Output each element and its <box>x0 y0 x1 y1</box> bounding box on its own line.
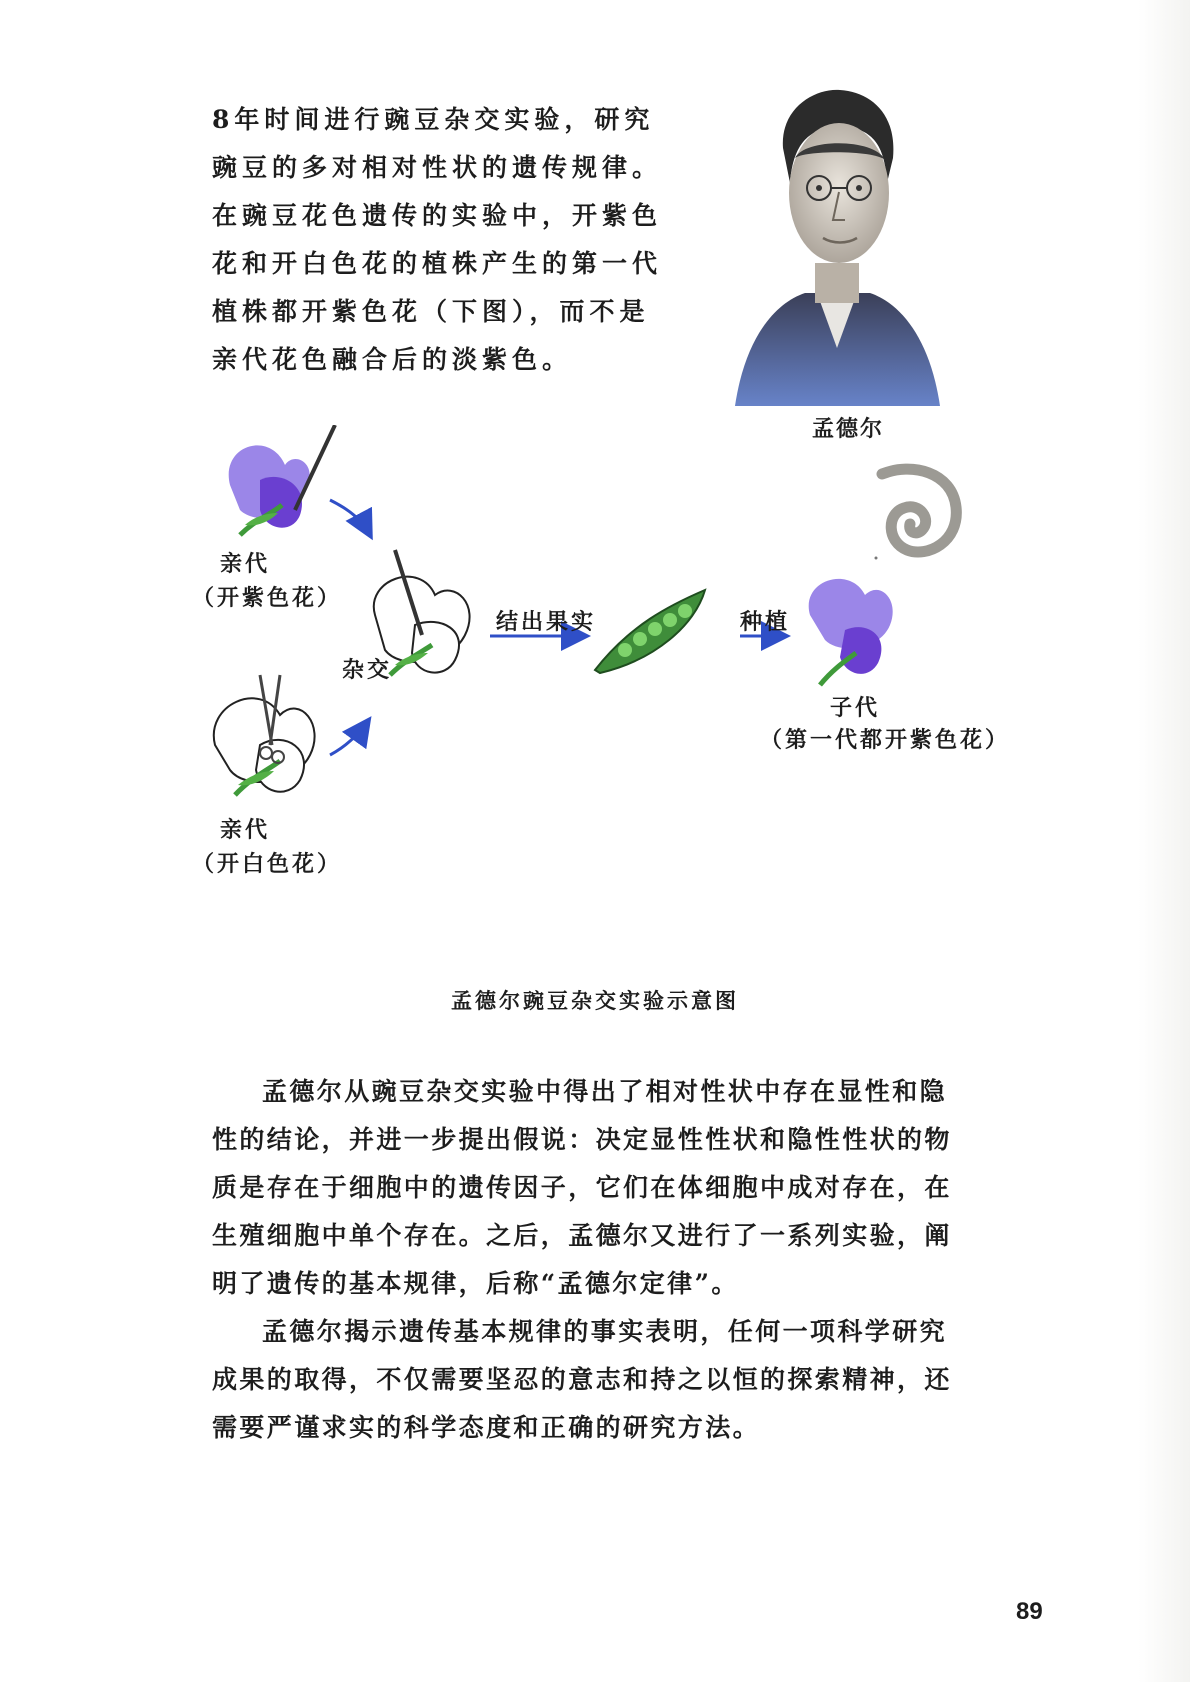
page-edge <box>1138 0 1190 1682</box>
page-number: 89 <box>1016 1598 1043 1625</box>
arrow-icon <box>330 721 368 755</box>
offspring-label: 子代 <box>830 695 881 721</box>
intro-paragraph <box>212 96 667 384</box>
hybridization-diagram <box>192 425 1060 945</box>
purple-flower-icon <box>229 425 335 535</box>
cross-label: 杂交 <box>342 657 393 683</box>
offspring-flower-icon <box>809 579 893 685</box>
arrow-icon <box>330 500 370 535</box>
parent-white-label: 亲代 <box>220 817 271 843</box>
figure-caption: 孟德尔豌豆杂交实验示意图 <box>451 988 739 1013</box>
parent-purple-label: 亲代 <box>220 551 271 577</box>
parent-white-sublabel: （开白色花） <box>192 851 343 877</box>
mendel-portrait <box>735 88 940 406</box>
offspring-sublabel: （第一代都开紫色花） <box>760 727 1011 753</box>
plant-label: 种植 <box>740 609 791 635</box>
body-text <box>212 1068 972 1452</box>
pea-pod-icon <box>595 590 705 673</box>
paragraph-1: 孟德尔从豌豆杂交实验中得出了相对性状中存在显性和隐性的结论，并进一步提出假说：决定显性性状和隐性性状的物质是存在于细胞中的遗传因子，它们在体细胞中成对存在，在生殖细胞中单个存在。之后，孟德尔又进行了一系列实验，阐明了遗传的基本规律，后称“孟德尔定律”。 <box>212 1077 952 1298</box>
fruit-label: 结出果实 <box>496 609 597 635</box>
intro-text: 8年时间进行豌豆杂交实验，研究豌豆的多对相对性状的遗传规律。在豌豆花色遗传的实验中，开紫色花和开白色花的植株产生的第一代植株都开紫色花（下图），而不是亲代花色融合后的淡紫色。 <box>212 105 663 374</box>
paragraph-2: 孟德尔揭示遗传基本规律的事实表明，任何一项科学研究成果的取得，不仅需要坚忍的意志和持之以恒的探索精神，还需要严谨求实的科学态度和正确的研究方法。 <box>212 1317 952 1442</box>
parent-purple-sublabel: （开紫色花） <box>192 585 343 611</box>
portrait-caption: 孟德尔 <box>812 416 885 442</box>
